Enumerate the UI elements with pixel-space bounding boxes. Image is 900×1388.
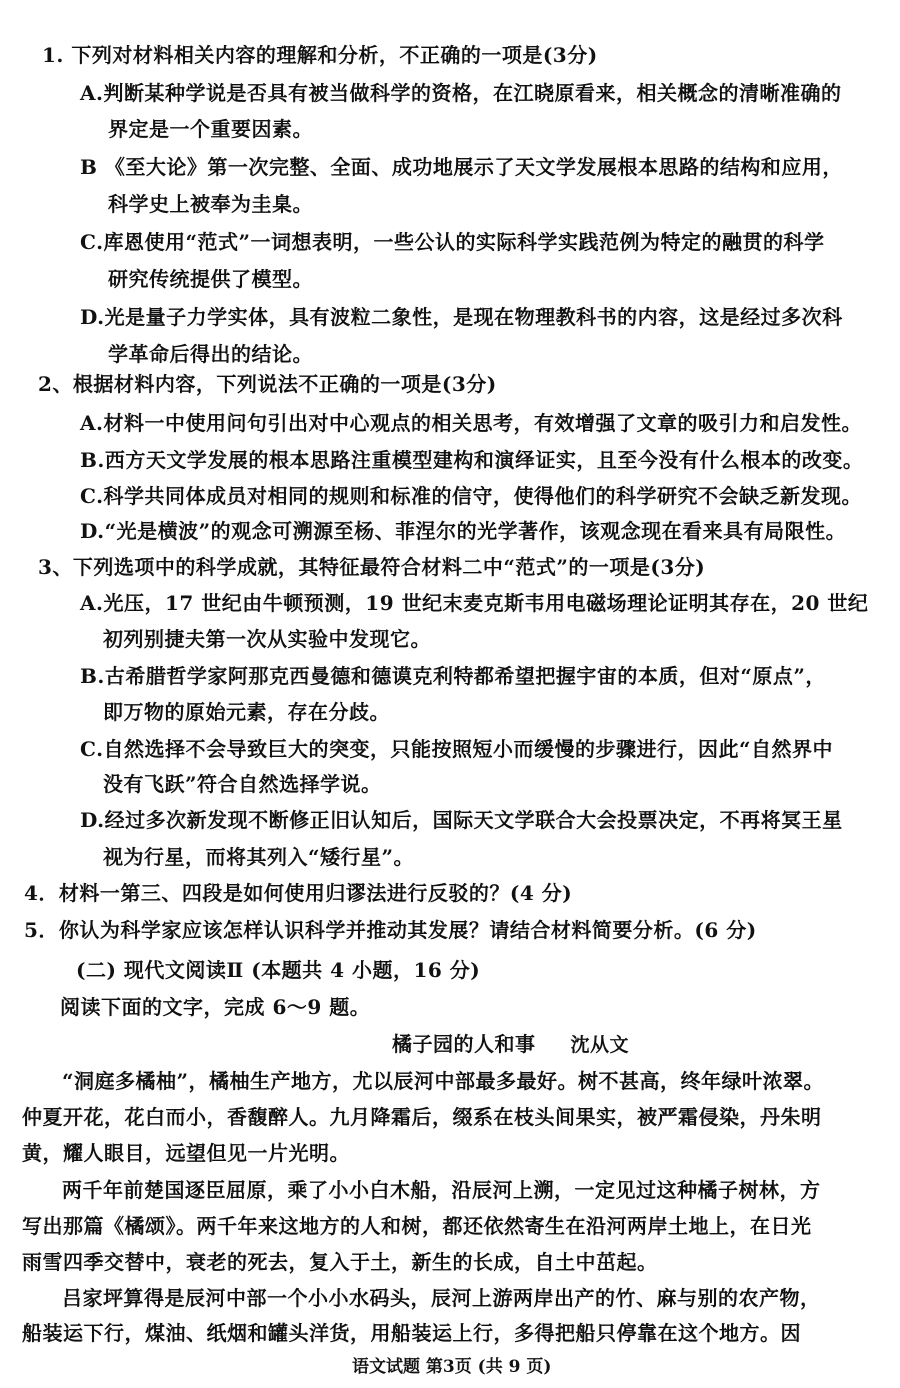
question-1-option-a: A.判断某种学说是否具有被当做科学的资格，在江晓原看来，相关概念的清晰准确的 bbox=[80, 81, 842, 105]
question-3-option-a-cont: 初列别捷夫第一次从实验中发现它。 bbox=[103, 627, 431, 651]
question-1-option-b-cont: 科学史上被奉为圭臬。 bbox=[108, 192, 313, 216]
question-3-option-b: B.古希腊哲学家阿那克西曼德和德谟克利特都希望把握宇宙的本质，但对“原点”， bbox=[80, 664, 826, 688]
passage-line: 两千年前楚国逐臣屈原，乘了小小白木船，沿辰河上溯，一定见过这种橘子树林，方 bbox=[62, 1178, 821, 1202]
question-1-option-c-cont: 研究传统提供了模型。 bbox=[108, 267, 313, 291]
passage-title: 橘子园的人和事 bbox=[392, 1032, 536, 1056]
passage-line: 雨雪四季交替中，衰老的死去，复入于土，新生的长成，自土中茁起。 bbox=[22, 1250, 658, 1274]
question-1-option-a-cont: 界定是一个重要因素。 bbox=[108, 117, 313, 141]
question-1-option-d: D.光是量子力学实体，具有波粒二象性，是现在物理教科书的内容，这是经过多次科 bbox=[80, 305, 843, 329]
question-5: 5．你认为科学家应该怎样认识科学并推动其发展？请结合材料简要分析。(6 分) bbox=[24, 918, 757, 942]
question-3-option-b-cont: 即万物的原始元素，存在分歧。 bbox=[103, 700, 390, 724]
passage-line: 仲夏开花，花白而小，香馥醉人。九月降霜后，缀系在枝头间果实，被严霜侵染，丹朱明 bbox=[22, 1105, 822, 1129]
question-3-option-d: D.经过多次新发现不断修正旧认知后，国际天文学联合大会投票决定，不再将冥王星 bbox=[80, 808, 843, 832]
passage-title-line bbox=[392, 1032, 629, 1057]
question-2-option-a: A.材料一中使用问句引出对中心观点的相关思考，有效增强了文章的吸引力和启发性。 bbox=[80, 411, 862, 435]
question-1-stem: 1. 下列对材料相关内容的理解和分析，不正确的一项是(3分) bbox=[42, 43, 598, 67]
question-2-option-b: B.西方天文学发展的根本思路注重模型建构和演绎证实，且至今没有什么根本的改变。 bbox=[80, 448, 864, 472]
question-3-option-d-cont: 视为行星，而将其列入“矮行星”。 bbox=[103, 845, 415, 869]
passage-author: 沈从文 bbox=[570, 1034, 629, 1056]
passage-line: 船装运下行，煤油、纸烟和罐头洋货，用船装运上行，多得把船只停靠在这个地方。因 bbox=[22, 1321, 801, 1345]
passage-line: 写出那篇《橘颂》。两千年来这地方的人和树，都还依然寄生在沿河两岸土地上，在日光 bbox=[22, 1214, 812, 1238]
reading-instruction: 阅读下面的文字，完成 6～9 题。 bbox=[60, 995, 371, 1019]
question-2-option-c: C.科学共同体成员对相同的规则和标准的信守，使得他们的科学研究不会缺乏新发现。 bbox=[80, 484, 863, 508]
passage-line: 黄，耀人眼目，远望但见一片光明。 bbox=[22, 1141, 350, 1165]
question-3-option-a: A.光压，17 世纪由牛顿预测，19 世纪末麦克斯韦用电磁场理论证明其存在，20 世纪 bbox=[80, 591, 869, 615]
question-2-option-d: D.“光是横波”的观念可溯源至杨、菲涅尔的光学著作，该观念现在看来具有局限性。 bbox=[80, 519, 847, 543]
question-3-stem: 3、下列选项中的科学成就，其特征最符合材料二中“范式”的一项是(3分) bbox=[38, 555, 706, 579]
question-1-option-c: C.库恩使用“范式”一词想表明，一些公认的实际科学实践范例为特定的融贯的科学 bbox=[80, 230, 825, 254]
question-3-option-c-cont: 没有飞跃”符合自然选择学说。 bbox=[103, 772, 382, 796]
section-heading: (二) 现代文阅读Ⅱ (本题共 4 小题，16 分) bbox=[76, 958, 481, 982]
passage-line: 吕家坪算得是辰河中部一个小小水码头，辰河上游两岸出产的竹、麻与别的农产物， bbox=[62, 1286, 821, 1310]
question-4: 4．材料一第三、四段是如何使用归谬法进行反驳的？(4 分) bbox=[24, 881, 573, 905]
question-3-option-c: C.自然选择不会导致巨大的突变，只能按照短小而缓慢的步骤进行，因此“自然界中 bbox=[80, 737, 834, 761]
question-1-option-b: B 《至大论》第一次完整、全面、成功地展示了天文学发展根本思路的结构和应用， bbox=[80, 155, 843, 179]
passage-line: “洞庭多橘柚”，橘柚生产地方，尤以辰河中部最多最好。树不甚高，终年绿叶浓翠。 bbox=[62, 1069, 825, 1093]
page-footer: 语文试题 第3页 (共 9 页) bbox=[352, 1357, 552, 1377]
question-1-option-d-cont: 学革命后得出的结论。 bbox=[108, 342, 313, 366]
question-2-stem: 2、根据材料内容，下列说法不正确的一项是(3分) bbox=[38, 372, 497, 396]
